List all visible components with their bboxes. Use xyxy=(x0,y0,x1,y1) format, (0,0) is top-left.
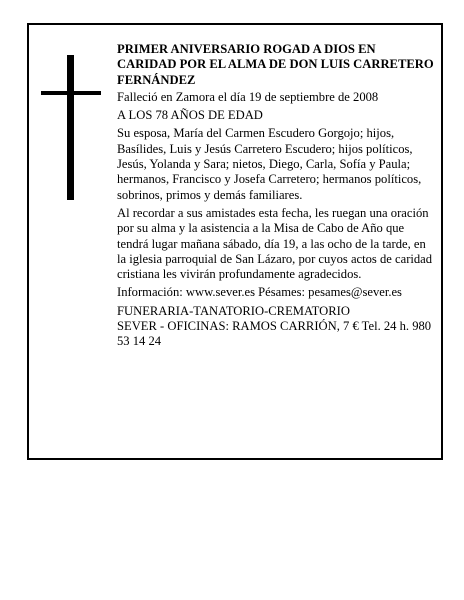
age-line: A LOS 78 AÑOS DE EDAD xyxy=(117,108,263,123)
obituary-text xyxy=(117,42,435,353)
family-paragraph: Su esposa, María del Carmen Escudero Gorgojo; hijos, Basílides, Luis y Jesús Carretero Escudero; hijos políticos, Jesús, Yolanda y Sara; nietos, Diego, Carla, Sofía y Paula; hermanos, Francisco y Josefa Carretero; hermanos políticos, sobrinos, primos y demás familiares. xyxy=(117,126,422,202)
funeral-home-name: FUNERARIA-TANATORIO-CREMATORIO xyxy=(117,303,350,318)
cross-vertical-bar xyxy=(67,55,74,200)
cross-horizontal-bar xyxy=(41,91,101,95)
obituary-heading: PRIMER ANIVERSARIO ROGAD A DIOS EN CARIDAD POR EL ALMA DE DON LUIS CARRETERO FERNÁNDEZ xyxy=(117,42,434,87)
cross-icon xyxy=(41,55,101,200)
death-info: Falleció en Zamora el día 19 de septiembre de 2008 xyxy=(117,89,379,104)
obituary-notice-frame xyxy=(27,23,443,460)
information-line: Información: www.sever.es Pésames: pesames@sever.es xyxy=(117,285,402,300)
invitation-paragraph: Al recordar a sus amistades esta fecha, les ruegan una oración por su alma y la asistencia a la Misa de Cabo de Año que tendrá lugar mañana sábado, día 19, a las ocho de la tarde, en la iglesia parroquial de San Lázaro, por cuyos actos de caridad cristiana les vivirán profundamente agradecidos. xyxy=(117,205,433,282)
funeral-home-contact: SEVER - OFICINAS: RAMOS CARRIÓN, 7 € Tel. 24 h. 980 53 14 24 xyxy=(117,319,432,349)
